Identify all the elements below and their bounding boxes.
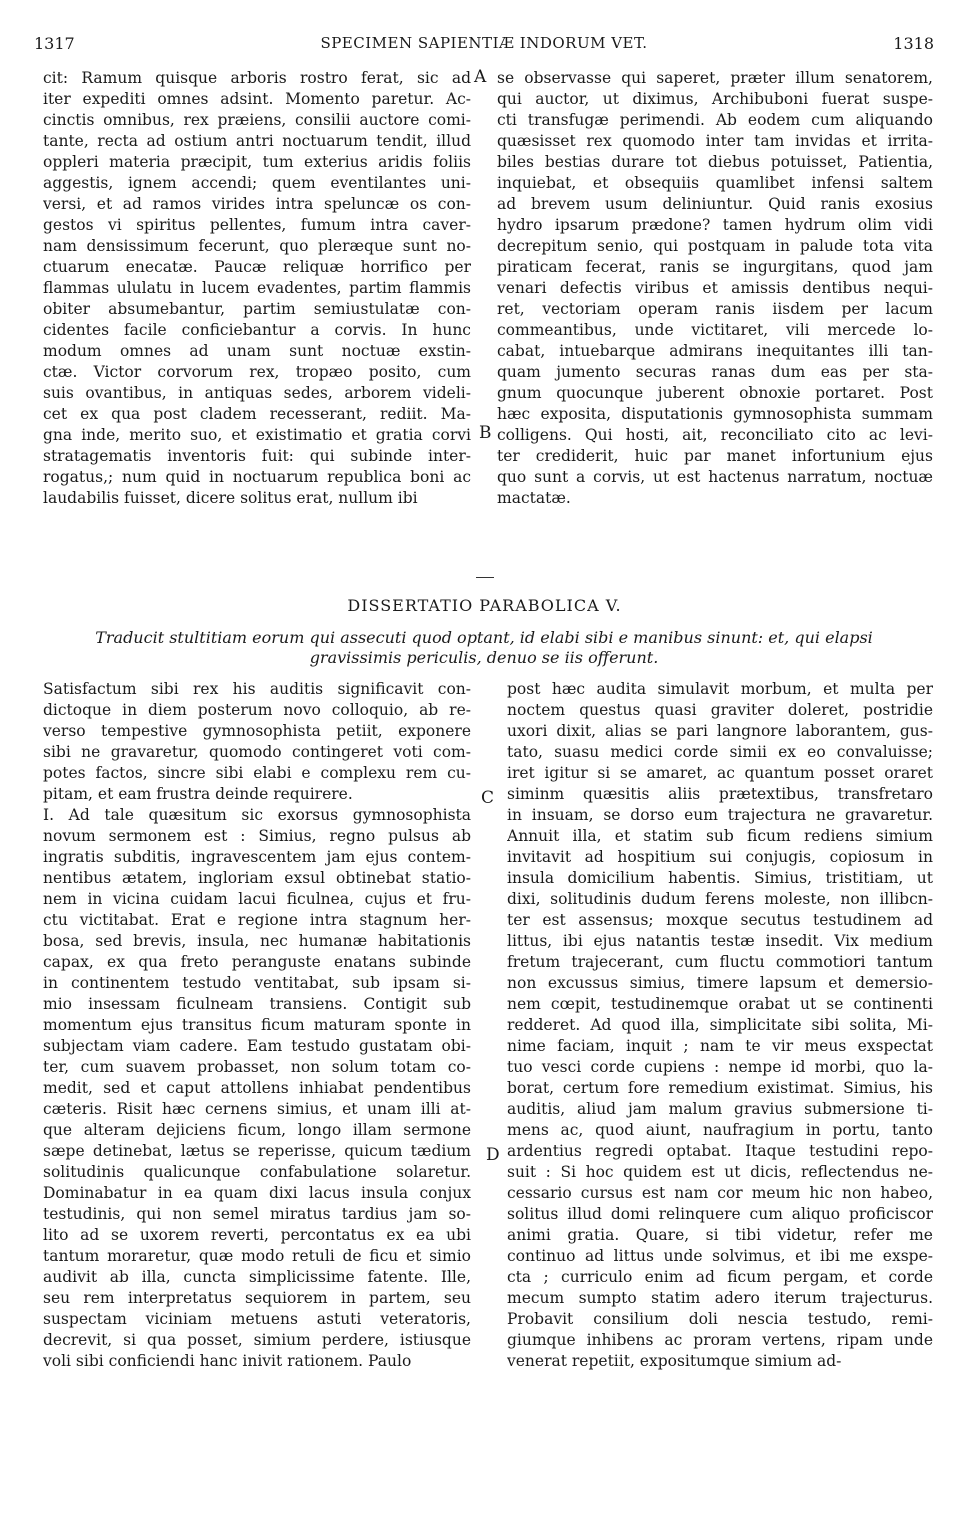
text-line: suit : Si hoc quidem est ut dicis, reflectendus ne- — [507, 1163, 933, 1181]
text-line: giumque inhibens ac proram vertens, ripam unde — [507, 1331, 933, 1349]
text-line: subjectam viam cadere. Eam testudo gustatam obi- — [43, 1037, 471, 1055]
text-line: cessario cursus est nam cor meum hic non habeo, — [507, 1184, 933, 1202]
text-line: noctem questus quasi graviter doleret, postridie — [507, 701, 933, 719]
text-line: quam jumento securas ranas dum eas per sta- — [497, 363, 933, 381]
text-line: ter, cum suavem probasset, non solum totam co- — [43, 1058, 471, 1076]
text-line: redderet. Ad quod illa, simplicitate sibi solita, Mi- — [507, 1016, 933, 1034]
text-line: piraticam fecerat, ranis se ingurgitans, quod jam — [497, 258, 933, 276]
text-line: quo sunt a corvis, ut est hactenus narratum, noctuæ — [497, 468, 933, 486]
text-line: stratagematis inventoris fuit: qui subinde inter- — [43, 447, 471, 465]
text-line: rogatus,; num quid in noctuarum republica boni ac — [43, 468, 471, 486]
text-line: inquiebat, et obsequiis quamlibet infensi saltem — [497, 174, 933, 192]
text-line: Dominabatur in ea quam dixi lacus insula conjux — [43, 1184, 471, 1202]
text-line: dictoque in diem posterum novo colloquio, ab re- — [43, 701, 471, 719]
text-line: capax, ex qua freto peranguste enatans subinde — [43, 953, 471, 971]
text-line: I. Ad tale quæsitum sic exorsus gymnosophista — [43, 806, 471, 824]
dissertation-subtitle-line-2: gravissimis periculis, denuo se iis offerunt. — [309, 648, 659, 667]
text-line: tuo vesci corde cupiens : nempe id morbi, quo la- — [507, 1058, 933, 1076]
text-line: solitudinis qualicunque confabulatione solaretur. — [43, 1163, 471, 1181]
text-line: ret, vectoriam operam ranis iisdem per lacum — [497, 300, 933, 318]
text-line: cit: Ramum quisque arboris rostro ferat, sic ad — [43, 69, 471, 87]
text-line: auditis, aliud jam malum gravius submersione ti- — [507, 1100, 933, 1118]
text-line: tante, recta ad ostium antri noctuarum tendit, illud — [43, 132, 471, 150]
text-line: quæsisset rex quomodo inter tam invidas et irrita- — [497, 132, 933, 150]
text-line: ardentius regredi optabat. Itaque testudini repo- — [507, 1142, 933, 1160]
text-line: oppleri materia præcipit, tum exterius aridis foliis — [43, 153, 471, 171]
text-line: Annuit illa, et statim sub ficum rediens simium — [507, 827, 933, 845]
column-top-right — [497, 68, 933, 509]
margin-marker-d: D — [486, 1145, 500, 1165]
text-line: lito ad se uxorem reverti, percontatus ex ea ubi — [43, 1226, 471, 1244]
text-line: ctu victitabat. Erat e regione intra stagnum her- — [43, 911, 471, 929]
text-line: potes factos, sincre sibi elabi e complexu rem cu- — [43, 764, 471, 782]
text-line: ad brevem usum deliniuntur. Quid ranis exosius — [497, 195, 933, 213]
text-line: cabat, intuebarque admirans inequitantes illi tan- — [497, 342, 933, 360]
text-line: testudinis, qui non semel miratus tardius jam so- — [43, 1205, 471, 1223]
text-line: Satisfactum sibi rex his auditis significavit con- — [43, 680, 471, 698]
text-line: seu rem interpretatus sequiorem in partem, seu — [43, 1289, 471, 1307]
text-line: hydro ipsarum prædone? tamen hydrum olim vidi — [497, 216, 933, 234]
text-line: siminm quæsitis aliis prætextibus, transfretaro — [507, 785, 933, 803]
page-number-right: 1318 — [893, 34, 934, 53]
text-line: biles bestias durare tot diebus potuisset, Patientia, — [497, 153, 933, 171]
text-line: qui auctor, ut diximus, Archibuboni fuerat suspe- — [497, 90, 933, 108]
text-line: pitam, et eam frustra deinde requirere. — [43, 785, 353, 803]
margin-marker-c: C — [481, 788, 495, 808]
text-line: se observasse qui saperet, præter illum senatorem, — [497, 69, 933, 87]
text-line: novum sermonem est : Simius, regno pulsus ab — [43, 827, 471, 845]
text-line: obiter absumebantur, partim semiustulatæ con- — [43, 300, 471, 318]
text-line: cti transfugæ perimendi. Ab eodem cum aliquando — [497, 111, 933, 129]
text-line: dixi, solitudinis dudum ferens moleste, non illibcn- — [507, 890, 933, 908]
text-line: momentum ejus transitus ficum maturam sponte in — [43, 1016, 471, 1034]
text-line: fretum trajecerant, cum fluctu commotiori tantum — [507, 953, 933, 971]
text-line: ter est assensus; moxque secutus testudinem ad — [507, 911, 933, 929]
dissertation-title: DISSERTATIO PARABOLICA V. — [347, 596, 622, 615]
text-line: post hæc audita simulavit morbum, et multa per — [507, 680, 933, 698]
text-line: suspectam viciniam metuens astuti veteratoris, — [43, 1310, 471, 1328]
margin-marker-a: A — [474, 67, 487, 87]
text-line: sibi ne gravaretur, quomodo contingeret voti com- — [43, 743, 471, 761]
text-line: gnum quocunque juberent obnoxie portaret. Post — [497, 384, 933, 402]
text-line: nem in vicina cuidam lacui ficulnea, cujus et fru- — [43, 890, 471, 908]
text-line: uxori dixit, alias se pari langnore laborantem, gus- — [507, 722, 933, 740]
text-line: bosa, sed brevis, insula, nec humanæ habitationis — [43, 932, 471, 950]
margin-marker-b: B — [479, 423, 492, 443]
text-line: nime faciam, inquit ; nam te vir meus exspectat — [507, 1037, 933, 1055]
text-line: voli sibi conficiendi hanc inivit rationem. Paulo — [43, 1352, 412, 1370]
text-line: ctuarum enecatæ. Paucæ reliquæ horrifico per — [43, 258, 471, 276]
section-divider — [476, 577, 494, 578]
text-line: animi gratia. Quare, si tibi videtur, refer me — [507, 1226, 933, 1244]
text-line: audivit ab illa, cuncta simplicissime fatente. Ille, — [43, 1268, 471, 1286]
text-line: ingratis subditis, ingravescentem jam ejus contem- — [43, 848, 471, 866]
text-line: modum omnes ad unam sunt noctuæ exstin- — [43, 342, 471, 360]
text-line: in insuam, se dorso eum trajectura ne gravaretur. — [507, 806, 933, 824]
running-header — [34, 34, 934, 58]
running-title: SPECIMEN SAPIENTIÆ INDORUM VET. — [320, 34, 648, 52]
text-line: non excussus simius, timere lapsum et demersio- — [507, 974, 933, 992]
text-line: decrepitum senio, qui postquam in palude tota vita — [497, 237, 933, 255]
text-line: borat, certum fore remedium existimat. Simius, his — [507, 1079, 933, 1097]
text-line: insula domicilium habentis. Simius, tristitiam, ut — [507, 869, 933, 887]
text-line: mactatæ. — [497, 489, 571, 507]
text-line: ctæ. Victor corvorum rex, tropæo posito, cum — [43, 363, 471, 381]
column-top-left — [43, 68, 471, 509]
text-line: nentibus ætatem, ingloriam exsul obtinebat statio- — [43, 869, 471, 887]
text-line: suis ovantibus, in antiquas sedes, arborem videli- — [43, 384, 471, 402]
text-line: continuo ad littus unde solvimus, et ibi me exspe- — [507, 1247, 933, 1265]
text-line: Probavit consilium doli nescia testudo, remi- — [507, 1310, 933, 1328]
text-line: iter expediti omnes adsint. Momento paretur. Ac- — [43, 90, 471, 108]
text-line: decrevit, si qua posset, simium perdere, istiusque — [43, 1331, 471, 1349]
text-line: versi, et ad ramos virides intra speluncæ os con- — [43, 195, 471, 213]
text-line: nam densissimum fecerunt, quo pleræque sunt no- — [43, 237, 471, 255]
text-line: solitus illud domi relinquere cum aliquo proficiscor — [507, 1205, 933, 1223]
text-line: mens ac, quod aiunt, naufragium in portu, tanto — [507, 1121, 933, 1139]
text-line: hæc exposita, disputationis gymnosophista summam — [497, 405, 933, 423]
text-line: gestos vi spiritus pellentes, fumum intra caver- — [43, 216, 471, 234]
page-number-left: 1317 — [34, 34, 75, 53]
text-line: in continentem testudo ventitabat, sub ipsam si- — [43, 974, 471, 992]
text-line: venerat repetiit, expositumque simium ad- — [507, 1352, 842, 1370]
column-bottom-right — [507, 679, 933, 1372]
text-line: laudabilis fuisset, dicere solitus erat, nullum ibi — [43, 489, 418, 507]
text-line: aggestis, ignem accendi; quem eventilantes uni- — [43, 174, 471, 192]
dissertation-subtitle-line-1: Traducit stultitiam eorum qui assecuti quod optant, id elabi sibi e manibus sinunt: et, qui elapsi — [95, 628, 873, 647]
text-line: mecum sumpto statim adero iterum trajecturus. — [507, 1289, 933, 1307]
text-line: littus, ibi ejus natantis testæ insedit. Vix medium — [507, 932, 933, 950]
text-line: cta ; curriculo enim ad ficum pergam, et corde — [507, 1268, 933, 1286]
text-line: cæteris. Risit hæc cernens simius, et unam illi at- — [43, 1100, 471, 1118]
text-line: cinctis omnibus, rex præiens, consilii auctore comi- — [43, 111, 471, 129]
text-line: sæpe detinebat, lætus se reperisse, quicum tædium — [43, 1142, 471, 1160]
text-line: cet ex qua post cladem recesserant, rediit. Ma- — [43, 405, 471, 423]
column-bottom-left — [43, 679, 471, 1372]
text-line: commeantibus, unde victitaret, vili mercede lo- — [497, 321, 933, 339]
text-line: iret igitur si se amaret, ac quantum posset oraret — [507, 764, 933, 782]
text-line: venari defectis viribus et amissis dentibus nequi- — [497, 279, 933, 297]
text-line: cidentes facile conficiebantur a corvis. In hunc — [43, 321, 471, 339]
text-line: tato, suasu medici corde simii ex eo convaluisse; — [507, 743, 933, 761]
text-line: verso tempestive gymnosophista petiit, exponere — [43, 722, 471, 740]
text-line: ter crediderit, huic par manet infortunium ejus — [497, 447, 933, 465]
text-line: nem cœpit, testudinemque orabat ut se continenti — [507, 995, 933, 1013]
text-line: gna inde, merito suo, et existimatio et gratia corvi — [43, 426, 471, 444]
text-line: medit, sed et caput attollens inhiabat pendentibus — [43, 1079, 471, 1097]
text-line: flammas ululatu in lucem evadentes, partim flammis — [43, 279, 471, 297]
text-line: que alteram dejiciens ficum, longo illam sermone — [43, 1121, 471, 1139]
text-line: invitavit ad hospitium sui conjugis, copiosum in — [507, 848, 933, 866]
text-line: mio insessam ficulneam transiens. Contigit sub — [43, 995, 471, 1013]
text-line: tantum moraretur, quæ modo retuli de ficu et simio — [43, 1247, 471, 1265]
text-line: colligens. Qui hosti, ait, reconciliato cito ac levi- — [497, 426, 933, 444]
